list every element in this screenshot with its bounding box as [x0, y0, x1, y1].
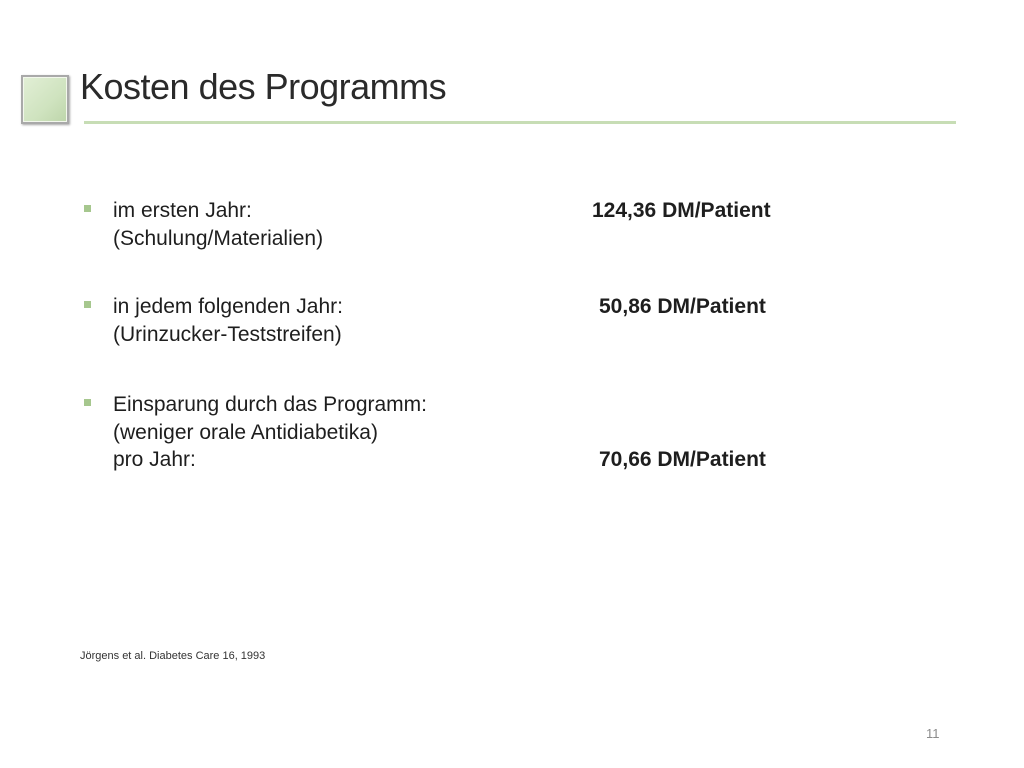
bullet-value: 70,66 DM/Patient: [599, 448, 766, 471]
bullet-value: 50,86 DM/Patient: [599, 295, 766, 318]
bullet-detail: (Urinzucker-Teststreifen): [113, 323, 342, 346]
bullet-detail: (weniger orale Antidiabetika): [113, 421, 378, 444]
page-number: 11: [926, 726, 940, 741]
bullet-value: 124,36 DM/Patient: [592, 199, 771, 222]
bullet-sublabel: pro Jahr:: [113, 448, 196, 471]
slide-title: Kosten des Programms: [80, 66, 447, 107]
bullet-marker: [84, 399, 91, 406]
bullet-detail: (Schulung/Materialien): [113, 227, 324, 250]
title-decoration-box: [21, 75, 69, 124]
citation: Jörgens et al. Diabetes Care 16, 1993: [80, 650, 266, 662]
title-underline: [84, 121, 956, 124]
bullet-marker: [84, 205, 91, 212]
bullet-label: im ersten Jahr:: [113, 199, 252, 222]
bullet-label: in jedem folgenden Jahr:: [113, 295, 343, 318]
bullet-marker: [84, 301, 91, 308]
bullet-label: Einsparung durch das Programm:: [113, 393, 427, 416]
